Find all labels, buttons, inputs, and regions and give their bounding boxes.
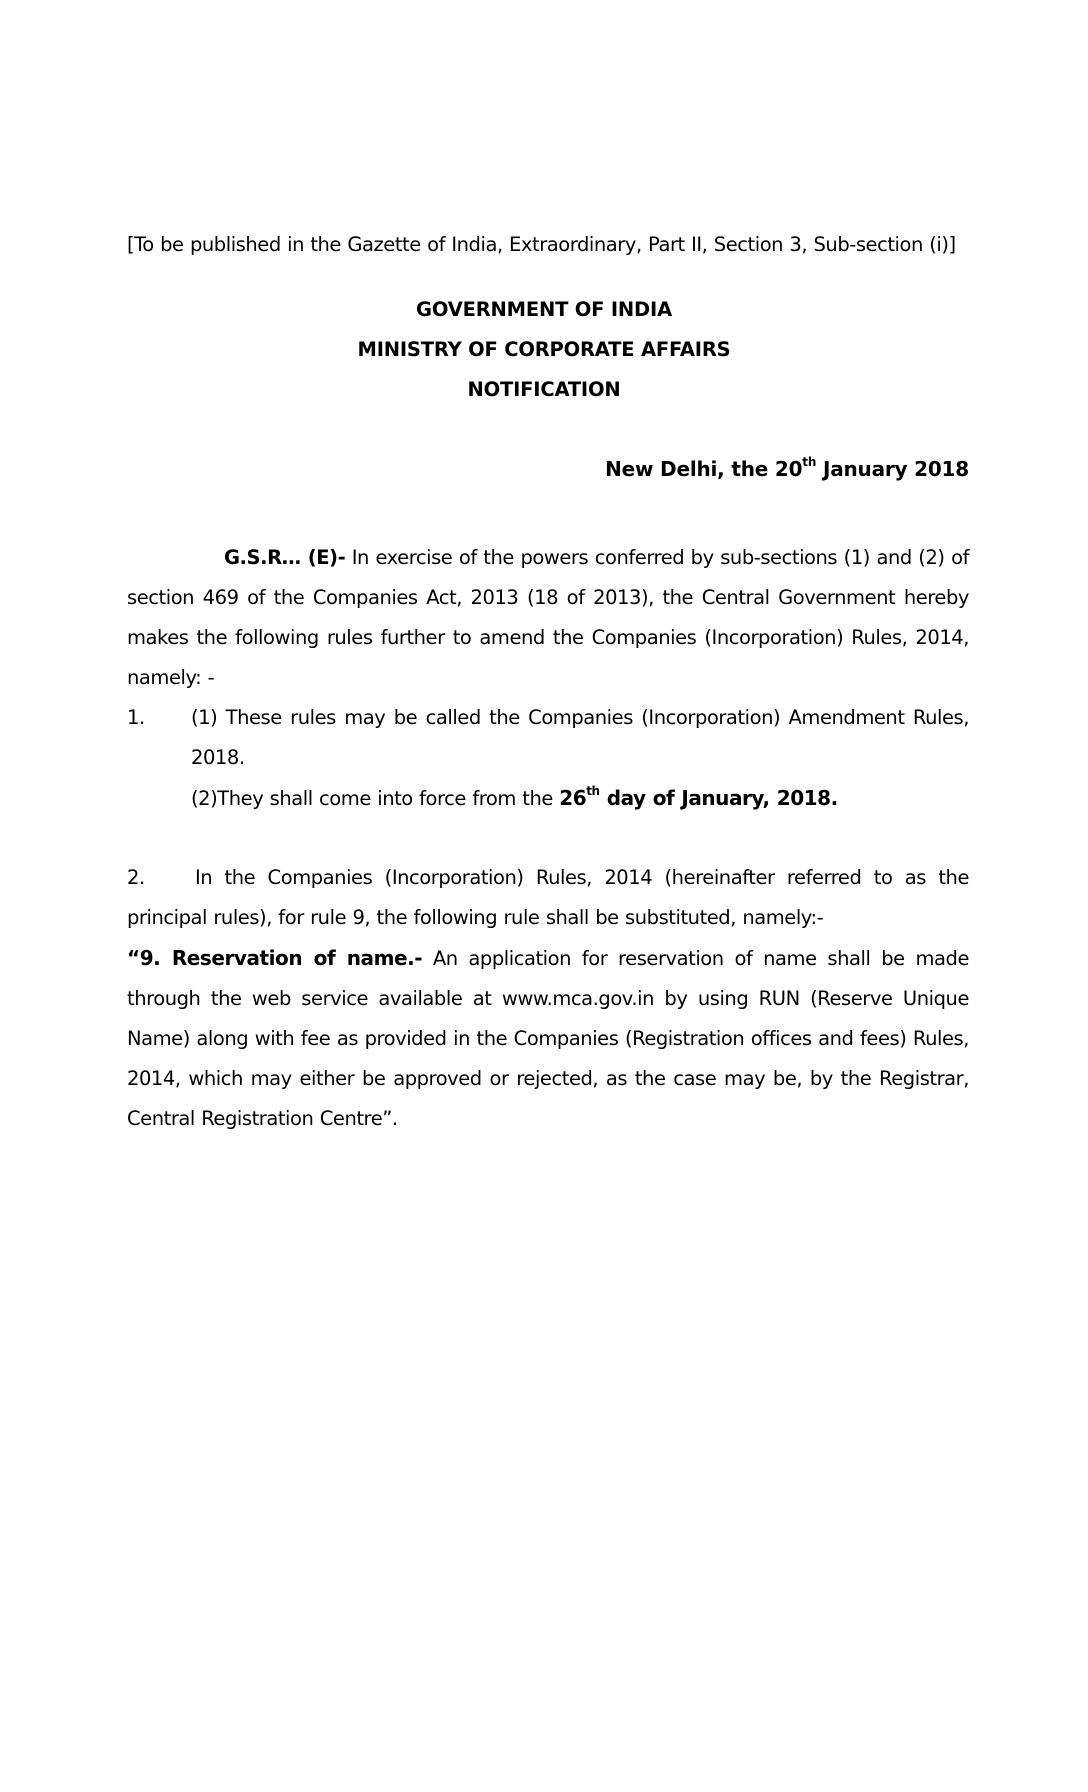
heading-government: GOVERNMENT OF INDIA <box>416 298 672 321</box>
date-rest: January 2018 <box>816 457 969 481</box>
effective-month-year: day of January, 2018. <box>599 786 838 810</box>
item-2-number: 2. <box>127 866 145 889</box>
rule-9-text: An application for reservation of name shall be made through the web service available at www.mca.gov.in by using RUN (Reserve Unique Name) along with fee as provided in the Companies (Registration offices and fees) Rules, 2014, which may either be approved or rejected, as the case may be, by the Registrar, Central Registration Centre”. <box>127 947 969 1130</box>
subclause-2-text: (2)They shall come into force from the <box>191 787 560 810</box>
date-ordinal-suffix: th <box>802 455 817 470</box>
effective-day-suffix: th <box>586 784 600 799</box>
gsr-paragraph <box>127 538 969 698</box>
rule-9-heading: “9. Reservation of name.- <box>127 946 423 970</box>
item-2-text: In the Companies (Incorporation) Rules, 2014 (hereinafter referred to as the principal rules), for rule 9, the following rule shall be substituted, namely:- <box>127 866 969 929</box>
effective-day: 26 <box>559 786 587 810</box>
item-1-subclause-2 <box>191 778 838 819</box>
notification-date <box>127 457 969 481</box>
item-2-paragraph <box>127 858 969 938</box>
heading-ministry: MINISTRY OF CORPORATE AFFAIRS <box>357 338 731 361</box>
gsr-label: G.S.R… (E)- <box>224 546 346 569</box>
rule-9-paragraph <box>127 938 969 1139</box>
date-prefix: New Delhi, the 20 <box>605 457 803 481</box>
gsr-text: In exercise of the powers conferred by sub-sections (1) and (2) of section 469 of the Companies Act, 2013 (18 of 2013), the Central Government hereby makes the following rules further to amend the Companies (Incorporation) Rules, 2014, namely: - <box>127 546 969 689</box>
item-1-subclause-1: (1) These rules may be called the Companies (Incorporation) Amendment Rules, 2018. <box>191 706 969 769</box>
heading-notification: NOTIFICATION <box>467 378 621 401</box>
item-1-number: 1. <box>127 706 145 729</box>
gazette-publication-note: [To be published in the Gazette of India, Extraordinary, Part II, Section 3, Sub-section (i)] <box>127 233 956 256</box>
effective-date <box>559 786 837 810</box>
